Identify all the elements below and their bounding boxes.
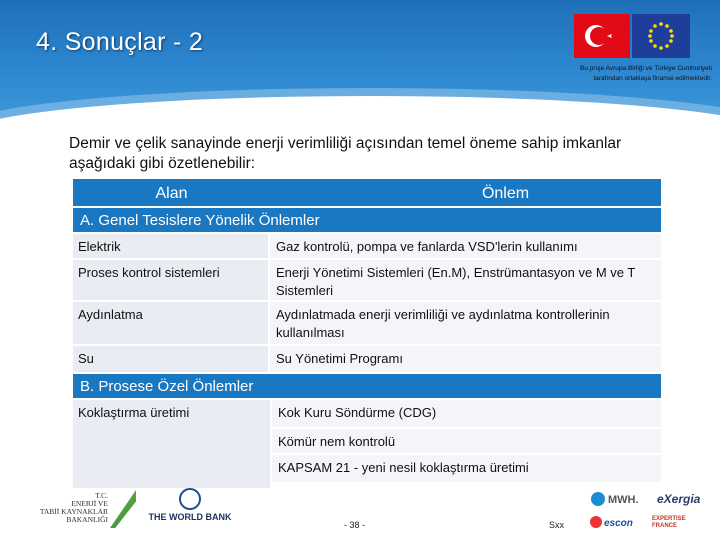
cell-area: Koklaştırma üretimi bbox=[73, 400, 270, 488]
mwh-name: MWH. bbox=[608, 494, 639, 506]
table-row bbox=[73, 346, 661, 374]
world-bank-name: THE WORLD BANK bbox=[148, 512, 232, 522]
cell-measure: Gaz kontrolü, pompa ve fanlarda VSD'lerin kullanımı bbox=[270, 234, 661, 258]
expertise-line: FRANCE bbox=[652, 523, 677, 529]
cell-measure: Enerji Yönetimi Sistemleri (En.M), Enstrümantasyon ve M ve T Sistemleri bbox=[270, 260, 661, 300]
column-header-measure: Önlem bbox=[481, 185, 530, 202]
section-a-header: A. Genel Tesislere Yönelik Önlemler bbox=[73, 208, 661, 234]
table-row bbox=[272, 400, 661, 429]
ministry-logo-text bbox=[36, 492, 108, 524]
mwh-globe-icon bbox=[591, 492, 605, 506]
ministry-logo-icon bbox=[110, 490, 136, 528]
cell-measure: Kok Kuru Söndürme (CDG) bbox=[272, 400, 661, 427]
ministry-line: ENERJİ VE bbox=[71, 499, 108, 508]
funding-note bbox=[500, 64, 712, 84]
cell-area: Su bbox=[73, 346, 270, 372]
cell-area: Aydınlatma bbox=[73, 302, 270, 344]
cell-measure: Su Yönetimi Programı bbox=[270, 346, 661, 372]
table-row bbox=[272, 429, 661, 455]
table-row bbox=[73, 302, 661, 346]
funding-note-line: tarafından ortaklaşa finanse edilmektedir. bbox=[593, 75, 712, 82]
cell-measure: Kömür nem kontrolü bbox=[272, 429, 661, 453]
ministry-line: BAKANLIĞI bbox=[66, 515, 108, 524]
ministry-line: T.C. bbox=[95, 491, 108, 500]
world-bank-globe-icon bbox=[179, 488, 201, 510]
section-b-header: B. Prosese Özel Önlemler bbox=[73, 374, 661, 400]
cell-measure: Aydınlatmada enerji verimliliği ve aydınlatma kontrollerinin kullanılması bbox=[270, 302, 661, 344]
table-row bbox=[73, 260, 661, 302]
table-row bbox=[272, 455, 661, 484]
cell-measure: KAPSAM 21 - yeni nesil koklaştırma üretimi bbox=[272, 455, 661, 482]
eu-flag-icon bbox=[632, 14, 690, 58]
table-row bbox=[73, 234, 661, 260]
expertise-france-logo bbox=[652, 516, 716, 530]
escon-icon bbox=[590, 516, 602, 528]
cell-area: Elektrik bbox=[73, 234, 270, 258]
table-header-row bbox=[73, 179, 661, 208]
cell-area: Proses kontrol sistemleri bbox=[73, 260, 270, 300]
page-number: - 38 - bbox=[344, 520, 366, 530]
ministry-line: TABİİ KAYNAKLAR bbox=[39, 507, 108, 516]
escon-logo bbox=[590, 516, 633, 529]
world-bank-logo bbox=[148, 488, 232, 536]
mwh-logo bbox=[591, 492, 639, 506]
turkey-flag-icon bbox=[574, 14, 630, 58]
expertise-line: EXPERTISE bbox=[652, 516, 686, 522]
intro-text: Demir ve çelik sanayinde enerji verimliliği açısından temel öneme sahip imkanlar aşağıdaki gibi özetlenebilir: bbox=[69, 135, 622, 172]
slide-code: Sxx bbox=[549, 520, 565, 530]
exergia-logo: eXergia bbox=[657, 492, 701, 506]
column-header-area: Alan bbox=[155, 185, 188, 202]
measures-table bbox=[73, 179, 661, 484]
footer bbox=[0, 484, 720, 540]
funding-note-line: Bu proje Avrupa Birliği ve Türkiye Cumhuriyeti bbox=[580, 65, 712, 72]
escon-name: escon bbox=[604, 518, 633, 529]
slide-title: 4. Sonuçlar - 2 bbox=[36, 28, 204, 56]
